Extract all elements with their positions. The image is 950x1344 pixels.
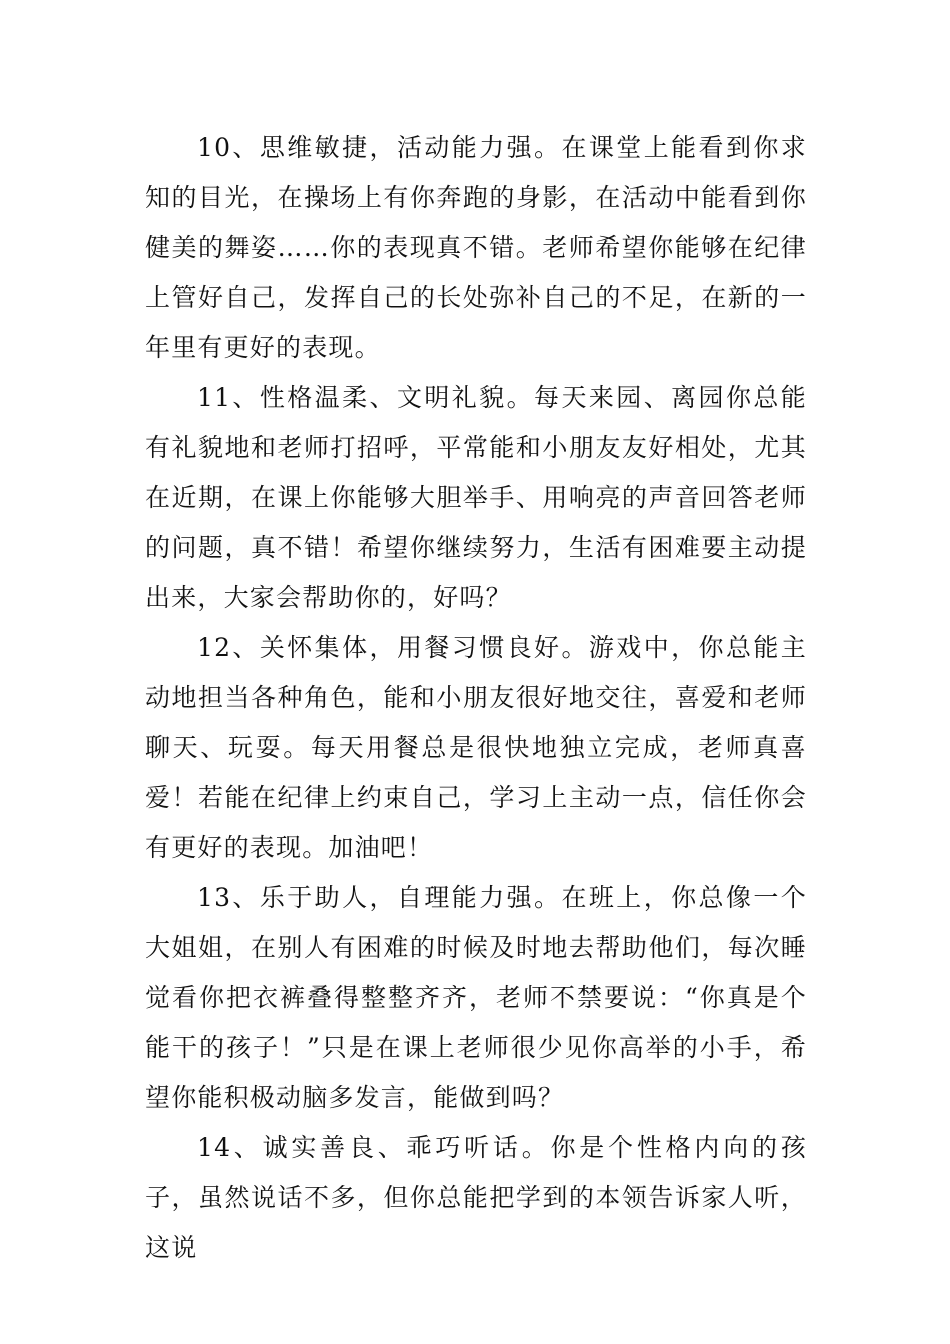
document-body (145, 123, 807, 1273)
comment-paragraph-12: 12、关怀集体，用餐习惯良好。游戏中，你总能主动地担当各种角色，能和小朋友很好地交往，喜爱和老师聊天、玩耍。每天用餐总是很快地独立完成，老师真喜爱！若能在纪律上约束自己，学习上主动一点，信任你会有更好的表现。加油吧！ (145, 633, 807, 862)
comment-paragraph-13: 13、乐于助人，自理能力强。在班上，你总像一个大姐姐，在别人有困难的时候及时地去帮助他们，每次睡觉看你把衣裤叠得整整齐齐，老师不禁要说：“你真是个能干的孩子！”只是在课上老师很少见你高举的小手，希望你能积极动脑多发言，能做到吗？ (145, 883, 807, 1112)
comment-paragraph-10: 10、思维敏捷，活动能力强。在课堂上能看到你求知的目光，在操场上有你奔跑的身影，在活动中能看到你健美的舞姿……你的表现真不错。老师希望你能够在纪律上管好自己，发挥自己的长处弥补自己的不足，在新的一年里有更好的表现。 (145, 133, 807, 362)
comment-paragraph-14: 14、诚实善良、乖巧听话。你是个性格内向的孩子，虽然说话不多，但你总能把学到的本领告诉家人听，这说 (145, 1133, 807, 1262)
comment-paragraph-11: 11、性格温柔、文明礼貌。每天来园、离园你总能有礼貌地和老师打招呼，平常能和小朋友友好相处，尤其在近期，在课上你能够大胆举手、用响亮的声音回答老师的问题，真不错！希望你继续努力，生活有困难要主动提出来，大家会帮助你的，好吗？ (145, 383, 807, 612)
